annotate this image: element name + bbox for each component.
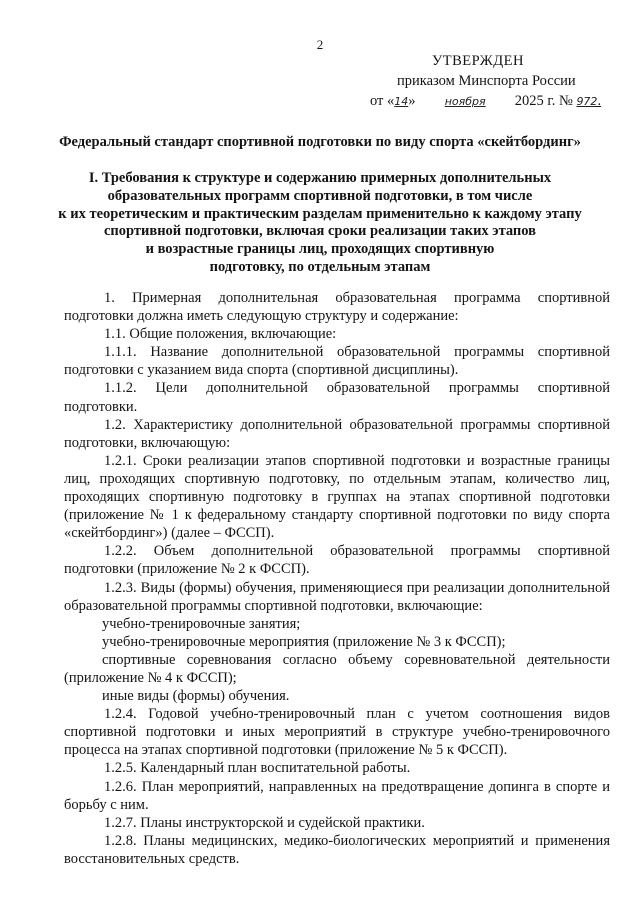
heading-line: образовательных программ спортивной подготовки, в том числе	[107, 187, 533, 204]
standard-title: Федеральный стандарт спортивной подготовки по виду спорта «скейтбординг»	[59, 134, 581, 150]
paragraph: 1.2.6. План мероприятий, направленных на предотвращение допинга в спорте и борьбу с ним.	[64, 778, 610, 813]
heading-line: I. Требования к структуре и содержанию примерных дополнительных	[88, 170, 552, 186]
approval-org: приказом Минспорта России	[397, 73, 576, 89]
paragraph: 1.2.1. Сроки реализации этапов спортивной подготовки и возрастные границы лиц, проходящих спортивную подготовку, по отдельным этапам, количество лиц, проходящих спортивную подготовку в группах на этапах спортивной подготовки (приложение № 1 к федеральному стандарту спортивной подготовки по виду спорта «скейтбординг») (далее – ФССП).	[64, 452, 610, 542]
date-mid: »	[408, 93, 416, 109]
handwritten-month: ноября	[444, 95, 486, 108]
paragraph: 1.2.8. Планы медицинских, медико-биологических мероприятий и применения восстановительных средств.	[64, 832, 610, 867]
approval-title: УТВЕРЖДЕН	[432, 53, 524, 69]
paragraph: 1.2.4. Годовой учебно-тренировочный план с учетом соотношения видов спортивной подготовки и иных мероприятий в структуре учебно-тренировочного процесса на этапах спортивной подготовки (приложение № 5 к ФССП).	[64, 706, 610, 759]
section-heading	[0, 170, 640, 277]
paragraph: 1.2.2. Объем дополнительной образовательной программы спортивной подготовки (приложение № 2 к ФССП).	[64, 543, 610, 578]
approval-stamp	[350, 51, 620, 112]
heading-line: спортивной подготовки, включая сроки реализации таких этапов	[103, 223, 536, 240]
paragraph: 1.1.2. Цели дополнительной образовательной программы спортивной подготовки.	[64, 380, 610, 415]
paragraph: 1.2.7. Планы инструкторской и судейской практики.	[104, 814, 425, 831]
paragraph: 1.2.5. Календарный план воспитательной работы.	[104, 760, 411, 777]
list-item: учебно-тренировочные мероприятия (приложение № 3 к ФССП);	[102, 633, 506, 650]
page-number: 2	[316, 37, 324, 52]
date-prefix: от «	[370, 93, 395, 109]
document-body	[64, 289, 610, 868]
approval-date: от «14» ноября 2025 г. № 972.	[350, 91, 620, 112]
handwritten-number: 972	[576, 95, 598, 108]
paragraph: 1.2. Характеристику дополнительной образовательной программы спортивной подготовки, включающую:	[64, 416, 610, 451]
paragraph: 1.1. Общие положения, включающие:	[104, 326, 337, 343]
date-year: 2025 г. №	[514, 93, 573, 109]
handwritten-day: 14	[394, 95, 409, 108]
list-item: учебно-тренировочные занятия;	[102, 615, 301, 632]
paragraph: 1.2.3. Виды (формы) обучения, применяющиеся при реализации дополнительной образовательной программы спортивной подготовки, включающие:	[64, 579, 610, 614]
heading-line: и возрастные границы лиц, проходящих спортивную	[145, 241, 495, 258]
paragraph: 1. Примерная дополнительная образовательная программа спортивной подготовки должна иметь следующую структуру и содержание:	[64, 290, 610, 325]
heading-line: подготовку, по отдельным этапам	[209, 258, 431, 275]
list-item: иные виды (формы) обучения.	[102, 688, 290, 705]
paragraph: 1.1.1. Название дополнительной образовательной программы спортивной подготовки с указанием вида спорта (спортивной дисциплины).	[64, 344, 610, 379]
heading-line: к их теоретическим и практическим разделам применительно к каждому этапу	[58, 205, 582, 222]
list-item: спортивные соревнования согласно объему соревновательной деятельности (приложение № 4 к ФССП);	[64, 651, 610, 686]
